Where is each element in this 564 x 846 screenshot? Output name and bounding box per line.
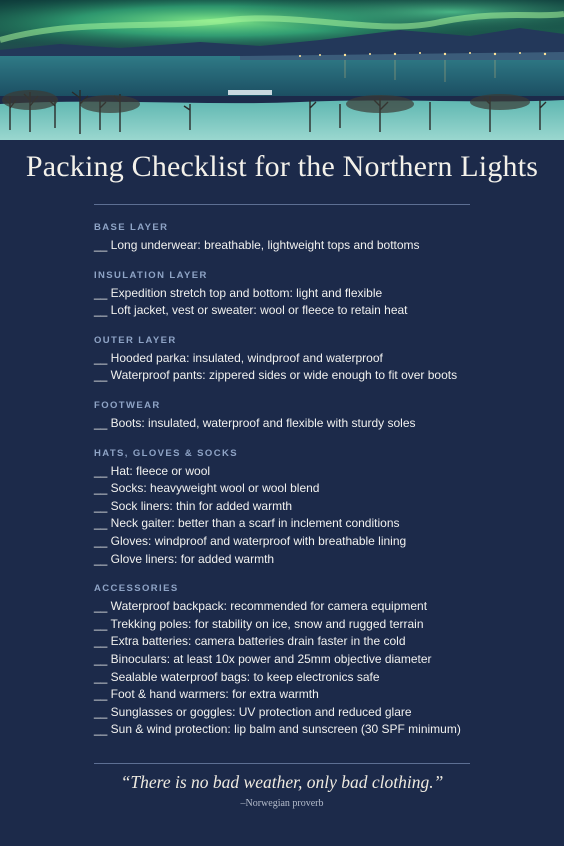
checklist-section bbox=[94, 270, 514, 320]
section-heading: BASE LAYER bbox=[94, 222, 169, 233]
checklist-section bbox=[94, 400, 514, 433]
checklist-item: __ Glove liners: for added warmth bbox=[94, 551, 275, 566]
checklist-item: __ Sun & wind protection: lip balm and sunscreen (30 SPF minimum) bbox=[94, 722, 461, 737]
checklist-item: __ Socks: heavyweight wool or wool blend bbox=[94, 481, 320, 496]
quote-source: –Norwegian proverb bbox=[240, 798, 324, 809]
page-title: Packing Checklist for the Northern Lights bbox=[25, 150, 539, 183]
checklist-item: __ Foot & hand warmers: for extra warmth bbox=[94, 687, 319, 702]
section-heading: FOOTWEAR bbox=[94, 399, 161, 411]
checklist-item: __ Long underwear: breathable, lightweight tops and bottoms bbox=[94, 238, 420, 252]
checklist-item: __ Sealable waterproof bags: to keep electronics safe bbox=[94, 669, 380, 684]
bottom-divider bbox=[94, 763, 470, 764]
checklist-item: __ Sunglasses or goggles: UV protection and reduced glare bbox=[94, 704, 412, 719]
checklist-item: __ Trekking poles: for stability on ice, snow and rugged terrain bbox=[94, 616, 424, 631]
checklist-section bbox=[94, 448, 514, 569]
checklist-item: __ Waterproof backpack: recommended for camera equipment bbox=[94, 599, 428, 614]
checklist-item: __ Gloves: windproof and waterproof with breathable lining bbox=[94, 533, 407, 548]
checklist-item: __ Waterproof pants: zippered sides or wide enough to fit over boots bbox=[94, 368, 458, 383]
checklist-item: __ Neck gaiter: better than a scarf in inclement conditions bbox=[94, 516, 400, 531]
checklist-sections bbox=[94, 222, 514, 754]
checklist-item: __ Binoculars: at least 10x power and 25mm objective diameter bbox=[94, 651, 432, 666]
checklist-item: __ Expedition stretch top and bottom: light and flexible bbox=[94, 285, 383, 300]
aurora-landscape-image bbox=[0, 0, 564, 140]
top-divider bbox=[94, 204, 470, 205]
checklist-item: __ Loft jacket, vest or sweater: wool or fleece to retain heat bbox=[94, 303, 408, 318]
section-heading: OUTER LAYER bbox=[94, 334, 177, 346]
section-heading: ACCESSORIES bbox=[94, 583, 179, 595]
section-heading: HATS, GLOVES & SOCKS bbox=[94, 447, 238, 459]
aurora-landscape-photo bbox=[0, 0, 564, 140]
checklist-item: __ Sock liners: thin for added warmth bbox=[94, 498, 293, 513]
checklist-item: __ Hat: fleece or wool bbox=[94, 463, 211, 478]
checklist-section bbox=[94, 335, 514, 385]
checklist-section bbox=[94, 583, 514, 739]
section-heading: INSULATION LAYER bbox=[94, 269, 208, 281]
checklist-section bbox=[94, 222, 514, 255]
checklist-item: __ Hooded parka: insulated, windproof and waterproof bbox=[94, 350, 383, 365]
checklist-item: __ Extra batteries: camera batteries drain faster in the cold bbox=[94, 634, 406, 649]
quote-text: “There is no bad weather, only bad clothing.” bbox=[120, 772, 444, 792]
checklist-item: __ Boots: insulated, waterproof and flexible with sturdy soles bbox=[94, 415, 416, 430]
